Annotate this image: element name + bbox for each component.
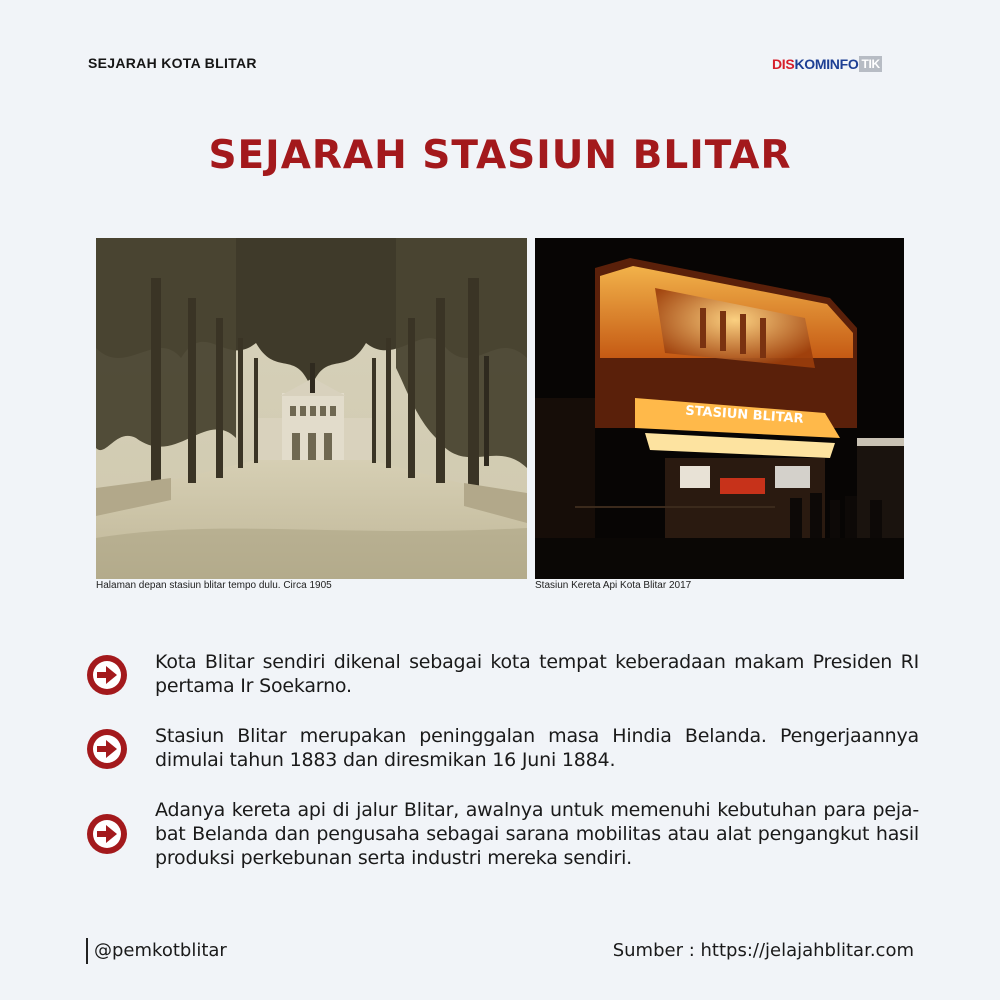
brand-part-dis: DIS: [772, 56, 795, 72]
info-point-text: Stasiun Blitar merupakan peninggalan masa Hindia Belanda. Pengerjaannya dimulai tahun 1883 dan diresmikan 16 Juni 1884.: [155, 725, 919, 771]
info-point: [86, 798, 920, 872]
social-handle: @pemkotblitar: [86, 938, 227, 964]
info-point: [86, 650, 920, 700]
info-point-text: Kota Blitar sendiri dikenal sebagai kota tempat keberadaan makam Presiden RI pertama Ir Soekarno.: [155, 651, 919, 697]
photo-old-caption: Halaman depan stasiun blitar tempo dulu. Circa 1905: [96, 580, 332, 591]
station-sign: STASIUN BLITAR: [684, 403, 805, 427]
brand-part-kominfo: KOMINFO: [794, 56, 859, 72]
photo-night-station: [535, 238, 904, 579]
header-section-title: SEJARAH KOTA BLITAR: [88, 55, 257, 71]
brand-part-tik: TIK: [861, 57, 880, 71]
brand-logo: [772, 56, 882, 72]
arrow-right-circle-icon: [86, 728, 128, 770]
photo-old-station: [96, 238, 527, 579]
photo-night-caption: Stasiun Kereta Api Kota Blitar 2017: [535, 580, 692, 591]
arrow-right-circle-icon: [86, 813, 128, 855]
page-title: SEJARAH STASIUN BLITAR: [208, 133, 792, 178]
info-point-text: Adanya kereta api di jalur Blitar, awalnya untuk memenuhi kebutuhan para peja-bat Belanda dan pengusaha sebagai sarana mobilitas atau alat pengangkut hasil produksi perkebunan serta industri mereka sendiri.: [155, 799, 919, 869]
source-credit: Sumber : https://jelajahblitar.com: [612, 940, 914, 961]
info-point: [86, 724, 920, 774]
arrow-right-circle-icon: [86, 654, 128, 696]
